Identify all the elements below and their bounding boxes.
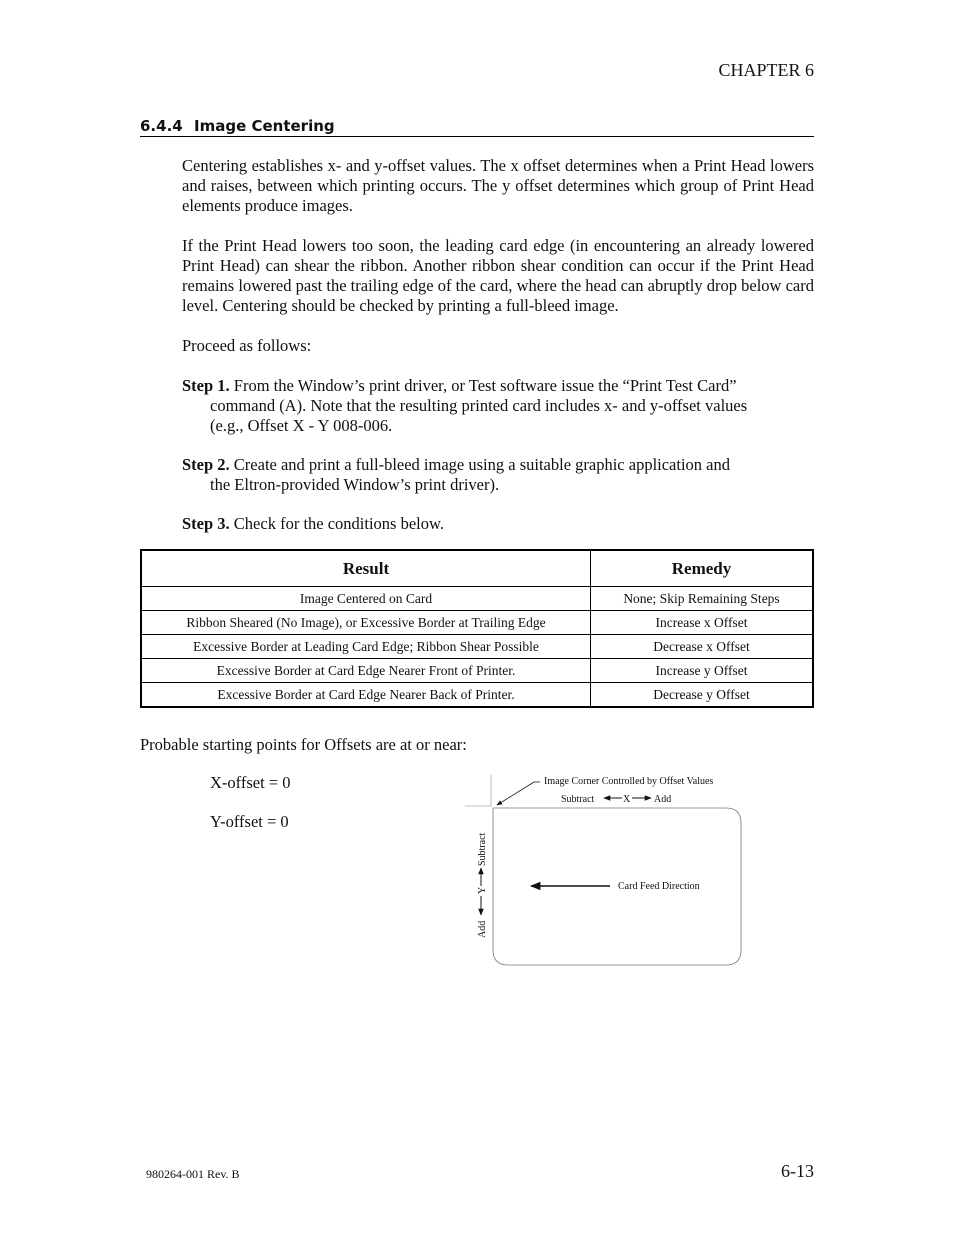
offset-diagram	[460, 770, 760, 980]
x-subtract-label: Subtract	[561, 794, 595, 805]
table-row	[141, 659, 813, 683]
y-axis-group	[477, 832, 488, 938]
paragraph-proceed: Proceed as follows:	[182, 336, 312, 355]
result-cell: Excessive Border at Card Edge Nearer Back of Printer.	[141, 683, 591, 708]
remedy-cell: Decrease y Offset	[591, 683, 814, 708]
step-text: (e.g., Offset X - Y 008-006.	[210, 416, 393, 435]
table-header-row	[141, 550, 813, 587]
step-label: Step 1.	[182, 376, 230, 395]
remedy-cell: None; Skip Remaining Steps	[591, 587, 814, 611]
conditions-table	[140, 549, 814, 708]
paragraph-intro: Centering establishes x- and y-offset values. The x offset determines when a Print Head lowers and raises, between which printing occurs. The y offset determines which group of Print Head elements produce images.	[182, 156, 814, 215]
card-outline	[493, 808, 741, 965]
result-cell: Excessive Border at Leading Card Edge; Ribbon Shear Possible	[141, 635, 591, 659]
probable-offsets-text: Probable starting points for Offsets are at or near:	[140, 735, 467, 754]
chapter-header: CHAPTER 6	[718, 60, 814, 80]
y-offset-value: Y-offset = 0	[210, 812, 289, 831]
x-offset-value: X-offset = 0	[210, 773, 291, 792]
table-row	[141, 587, 813, 611]
section-title: Image Centering	[194, 117, 335, 135]
step-text: Check for the conditions below.	[229, 514, 444, 533]
paragraph-ribbon-shear: If the Print Head lowers too soon, the leading card edge (in encountering an already lowered Print Head) can shear the ribbon. Another ribbon shear condition can occur if the Print Head remains lowered past the trailing edge of the card, where the head can abruptly drop below card level. Centering should be checked by printing a full-bleed image.	[182, 236, 814, 315]
table-row	[141, 611, 813, 635]
step-label: Step 3.	[182, 514, 230, 533]
step-text: command (A). Note that the resulting printed card includes x- and y-offset values	[210, 396, 748, 415]
step-3	[182, 514, 814, 534]
x-add-label: Add	[654, 794, 672, 805]
y-add-label: Add	[477, 920, 488, 938]
table-row	[141, 683, 813, 708]
remedy-cell: Increase x Offset	[591, 611, 814, 635]
card-feed-label: Card Feed Direction	[618, 881, 700, 892]
step-text: the Eltron-provided Window’s print driver).	[210, 475, 500, 494]
result-cell: Image Centered on Card	[141, 587, 591, 611]
result-cell: Excessive Border at Card Edge Nearer Front of Printer.	[141, 659, 591, 683]
result-header: Result	[141, 550, 591, 587]
y-axis-label: Y	[477, 886, 488, 894]
result-cell: Ribbon Sheared (No Image), or Excessive Border at Trailing Edge	[141, 611, 591, 635]
corner-label: Image Corner Controlled by Offset Values	[544, 776, 714, 787]
remedy-cell: Decrease x Offset	[591, 635, 814, 659]
step-text: Create and print a full-bleed image using a suitable graphic application and	[229, 455, 730, 474]
step-1	[182, 376, 814, 436]
step-label: Step 2.	[182, 455, 230, 474]
corner-pointer	[497, 782, 540, 805]
step-text: From the Window’s print driver, or Test software issue the “Print Test Card”	[229, 376, 737, 395]
step-2	[182, 455, 814, 495]
table-row	[141, 635, 813, 659]
page-number: 6-13	[781, 1161, 814, 1181]
section-heading	[140, 117, 814, 137]
remedy-cell: Increase y Offset	[591, 659, 814, 683]
x-axis-label: X	[623, 794, 631, 805]
y-subtract-label: Subtract	[477, 832, 488, 866]
remedy-header: Remedy	[591, 550, 814, 587]
document-number: 980264-001 Rev. B	[146, 1167, 240, 1181]
section-number: 6.4.4	[140, 117, 183, 135]
